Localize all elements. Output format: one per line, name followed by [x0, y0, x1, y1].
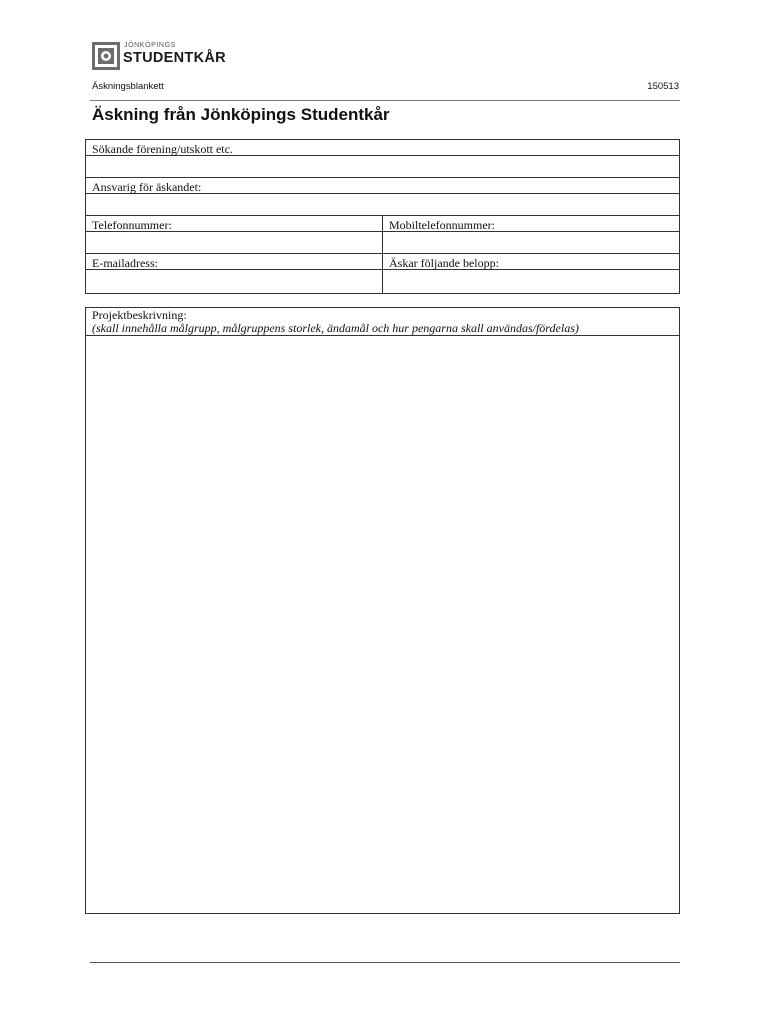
- project-description-box: [85, 307, 680, 914]
- phone-field[interactable]: [86, 232, 382, 253]
- phone-value-row: [86, 232, 679, 254]
- project-description-label: Projektbeskrivning:: [92, 308, 187, 322]
- email-label-row: [86, 254, 679, 270]
- mobile-field[interactable]: [382, 232, 679, 253]
- applicant-field[interactable]: [86, 156, 679, 177]
- applicant-form: [85, 139, 680, 294]
- document-type: Äskningsblankett: [92, 81, 164, 92]
- project-description-header: [86, 308, 679, 336]
- page-title: Äskning från Jönköpings Studentkår: [92, 105, 390, 124]
- document-code: 150513: [647, 81, 679, 92]
- responsible-value-row: [86, 194, 679, 216]
- amount-label: Äskar följande belopp:: [382, 254, 679, 269]
- responsible-field[interactable]: [86, 194, 679, 215]
- mobile-label: Mobiltelefonnummer:: [382, 216, 679, 231]
- responsible-label-row: [86, 178, 679, 194]
- project-description-hint: (skall innehålla målgrupp, målgruppens storlek, ändamål och hur pengarna skall användas/fördelas): [92, 321, 579, 335]
- project-description-field[interactable]: [86, 336, 679, 913]
- phone-label: Telefonnummer:: [92, 218, 172, 232]
- email-value-row: [86, 270, 679, 293]
- logo-main-text: STUDENTKÅR: [123, 50, 226, 66]
- applicant-value-row: [86, 156, 679, 178]
- responsible-label: Ansvarig för äskandet:: [92, 180, 202, 194]
- applicant-label: Sökande förening/utskott etc.: [92, 142, 233, 156]
- studentkar-logo: [92, 42, 232, 72]
- studentkar-logo-icon: [92, 42, 120, 70]
- footer-divider: [90, 962, 680, 963]
- applicant-label-row: [86, 140, 679, 156]
- email-label: E-mailadress:: [92, 256, 158, 270]
- header-divider: [90, 100, 680, 101]
- amount-field[interactable]: [382, 270, 679, 293]
- logo-top-text: JÖNKÖPINGS: [124, 42, 176, 49]
- email-field[interactable]: [86, 270, 382, 293]
- phone-label-row: [86, 216, 679, 232]
